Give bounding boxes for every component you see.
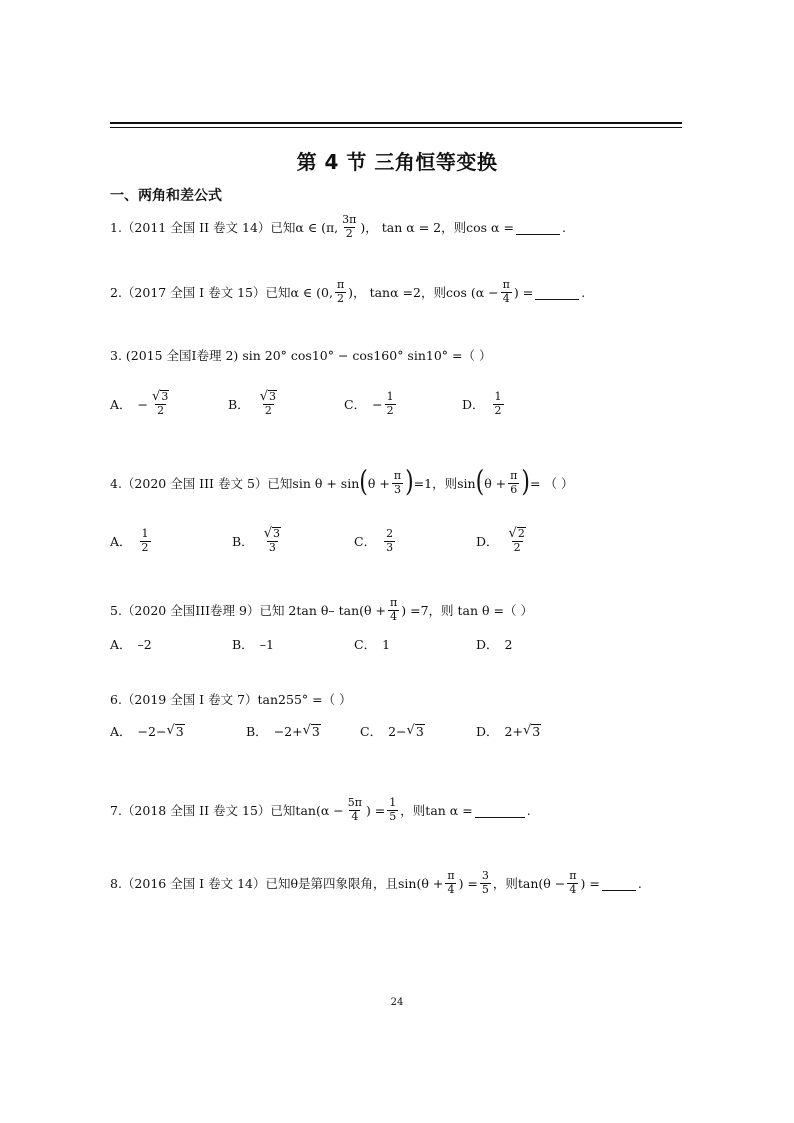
- answer-bracket[interactable]: ) =7，则 tan θ =（ ）: [401, 603, 533, 619]
- answer-bracket[interactable]: （ ）: [544, 476, 574, 492]
- option-a[interactable]: A． $\frac{1}{2}$: [110, 526, 149, 554]
- header-rule-thin: [110, 127, 682, 128]
- q7-ask: tan α =: [425, 802, 473, 818]
- answer-bracket[interactable]: （ ）: [462, 348, 492, 363]
- q6-stem: 6.（2019 全国 I 卷文 7）tan255° =（ ）: [110, 692, 352, 707]
- q8-ask: tan(θ −: [517, 875, 566, 891]
- question-5: 5.（2020 全国III卷理 9）已知 2tan θ– tan(θ + $\frac{\pi}{4}$ ) =7，则 tan θ =（ ）: [110, 596, 533, 623]
- q2-interval: α ∈ (0,: [290, 284, 333, 300]
- answer-blank[interactable]: [535, 285, 579, 300]
- question-4: 4.（2020 全国 III 卷文 5）已知 sin θ + sin ( θ + $\frac{\pi}{3}$ ) =1 ，则 sin ( θ + $\frac{\pi}{6}$ ) = （ ）: [110, 466, 574, 499]
- option-c[interactable]: C． − $\frac{1}{2}$: [344, 389, 394, 417]
- question-1: 1.（2011 全国 II 卷文 14）已知 α ∈ (π, $\frac{3\pi}{2}$ ) ， tan α = 2 ，则 cos α = .: [110, 213, 566, 240]
- q2-fraction: $\frac{\pi}{2}$: [336, 278, 345, 305]
- q2-prefix: 2.（2017 全国 I 卷文 15）已知: [110, 285, 291, 301]
- option-b[interactable]: B． √ 3 2: [228, 389, 276, 417]
- q4-prefix: 4.（2020 全国 III 卷文 5）已知: [110, 476, 293, 492]
- option-d[interactable]: D． 2+ √ 3: [476, 722, 541, 739]
- question-7: 7.（2018 全国 II 卷文 15）已知 tan(α − $\frac{5\pi}{4}$ ) = $\frac{1}{5}$ ，则 tan α = .: [110, 796, 531, 823]
- q2-fraction-2: $\frac{\pi}{4}$: [502, 278, 510, 305]
- option-d[interactable]: D． $\frac{1}{2}$: [462, 389, 502, 417]
- option-d[interactable]: D． 2: [476, 636, 513, 652]
- option-c[interactable]: C． 1: [354, 636, 391, 652]
- question-6: [110, 690, 352, 708]
- section-heading: 一、两角和差公式: [110, 188, 222, 204]
- q7-prefix: 7.（2018 全国 II 卷文 15）已知: [110, 803, 296, 819]
- q3-prefix: 3. (2015 全国I卷理 2): [110, 348, 239, 363]
- q1-prefix: 1.（2011 全国 II 卷文 14）已知: [110, 220, 296, 236]
- q3-expression: sin 20° cos10° − cos160° sin10° =: [242, 347, 463, 363]
- page-number: 24: [390, 997, 404, 1008]
- q1-fraction: $\frac{3\pi}{2}$: [342, 213, 357, 240]
- q2-ask: cos (α −: [445, 284, 499, 300]
- option-a[interactable]: A． −2− √ 3: [110, 722, 184, 739]
- option-b[interactable]: B． –1: [232, 636, 274, 652]
- answer-blank[interactable]: [475, 803, 525, 818]
- option-a[interactable]: A． –2: [110, 636, 152, 652]
- q1-condition: tan α = 2: [381, 219, 442, 235]
- question-2: 2.（2017 全国 I 卷文 15）已知 α ∈ (0, $\frac{\pi}{2}$ ) ， tanα =2 ，则 cos (α − $\frac{\pi}{4}$ ) = .: [110, 278, 586, 305]
- page-title: 第 4 节 三角恒等变换: [296, 150, 498, 174]
- option-b[interactable]: B． −2+ √ 3: [246, 722, 320, 739]
- q5-prefix: 5.（2020 全国III卷理 9）已知 2tan θ– tan(θ +: [110, 603, 387, 619]
- header-rule-thick: [110, 122, 682, 124]
- question-8: 8.（2016 全国 I 卷文 14）已知θ是第四象限角，且 sin(θ + $\frac{\pi}{4}$ ) = $\frac{3}{5}$ ，则 tan(θ − $\frac{\pi}{4}$ ) = .: [110, 869, 642, 896]
- q1-ask: cos α =: [466, 219, 514, 235]
- option-c[interactable]: C． 2− √ 3: [360, 722, 424, 739]
- answer-blank[interactable]: [602, 876, 636, 891]
- question-3: [110, 346, 491, 364]
- q8-prefix: 8.（2016 全国 I 卷文 14）已知θ是第四象限角，且: [110, 876, 399, 892]
- option-d[interactable]: D． √ 2 2: [476, 526, 525, 554]
- q1-interval: α ∈ (π,: [295, 219, 339, 235]
- q2-condition: tanα =2: [369, 284, 421, 300]
- option-c[interactable]: C． $\frac{2}{3}$: [354, 526, 394, 554]
- option-b[interactable]: B． √ 3 3: [232, 526, 280, 554]
- answer-blank[interactable]: [516, 220, 560, 235]
- option-a[interactable]: A． − √ 3 2: [110, 389, 169, 417]
